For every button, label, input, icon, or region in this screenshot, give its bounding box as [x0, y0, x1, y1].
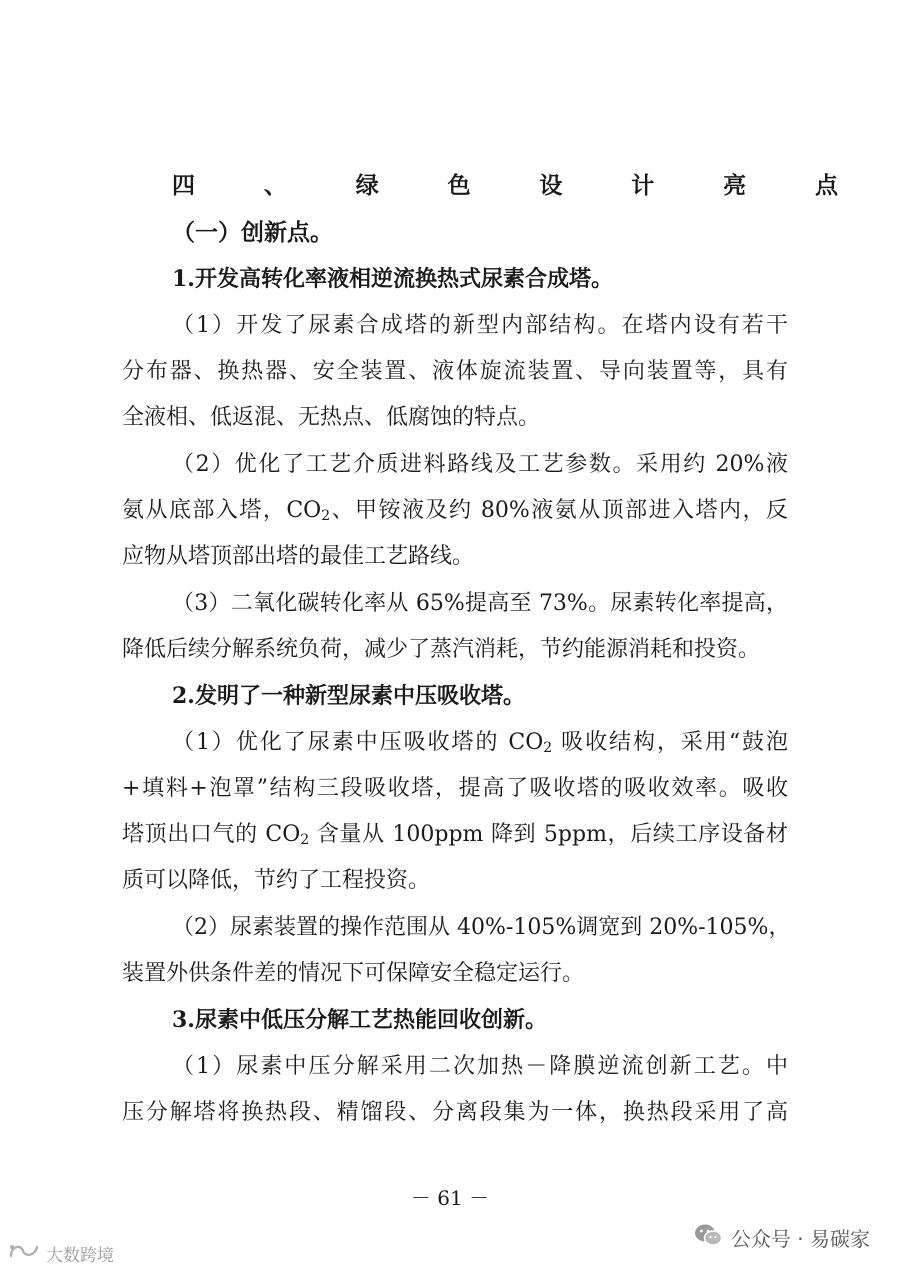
co2-formula: [265, 822, 309, 847]
watermark-left-text: 大数跨境: [46, 1245, 114, 1266]
item2-p1-line4: 质可以降低，节约了工程投资。: [122, 868, 431, 893]
item3-title: 3.尿素中低压分解工艺热能回收创新。: [172, 1007, 547, 1033]
wechat-icon: [693, 1222, 723, 1253]
text-fragment: 含量从 100ppm 降到 5ppm，后续工序设备材: [309, 822, 788, 847]
co2-base: CO: [286, 498, 322, 523]
item1-p2-line1: （2）优化了工艺介质进料路线及工艺参数。采用约 20%液: [172, 452, 788, 477]
item2-title: 2.发明了一种新型尿素中压吸收塔。: [172, 683, 525, 709]
co2-formula: [286, 498, 330, 523]
item3-p1-line2: 压分解塔将换热段、精馏段、分离段集为一体，换热段采用了高: [122, 1100, 788, 1125]
co2-subscript: 2: [543, 740, 553, 756]
item2-p2-line2: 装置外供条件差的情况下可保障安全稳定运行。: [122, 961, 585, 986]
item1-title: 1.开发高转化率液相逆流换热式尿素合成塔。: [172, 266, 613, 292]
watermark-right: [693, 1222, 870, 1252]
co2-base: CO: [265, 822, 301, 847]
co2-subscript: 2: [300, 832, 310, 848]
text-fragment: 氨从底部入塔，: [122, 498, 287, 523]
text-fragment: 吸收结构，采用“鼓泡: [552, 730, 788, 755]
item1-p1-line1: （1）开发了尿素合成塔的新型内部结构。在塔内设有若干: [172, 313, 788, 338]
brand-logo-icon: [8, 1241, 40, 1266]
item1-p2-line3: 应物从塔顶部出塔的最佳工艺路线。: [122, 544, 475, 569]
text-fragment: 塔顶出口气的: [122, 822, 266, 847]
item1-p3-line2: 降低后续分解系统负荷，减少了蒸汽消耗，节约能源消耗和投资。: [122, 637, 761, 662]
subsection-title: （一）创新点。: [172, 219, 333, 246]
text-fragment: 、甲铵液及约 80%液氨从顶部进入塔内，反: [330, 498, 788, 523]
item1-p2-line2: [122, 495, 788, 527]
co2-formula: [508, 730, 552, 755]
section-title: 四、绿色设计亮点: [172, 172, 838, 199]
page-number: － 61 －: [410, 1186, 490, 1210]
watermark-left: [8, 1241, 114, 1265]
co2-subscript: 2: [321, 508, 331, 524]
item1-p3-line1: （3）二氧化碳转化率从 65%提高至 73%。尿素转化率提高，: [172, 591, 788, 616]
item1-p1-line2: 分布器、换热器、安全装置、液体旋流装置、导向装置等，具有: [122, 359, 788, 384]
co2-base: CO: [508, 730, 544, 755]
item2-p1-line3: [122, 819, 788, 851]
watermark-right-text: 公众号 · 易碳家: [730, 1226, 870, 1251]
item2-p1-line2: +填料+泡罩”结构三段吸收塔，提高了吸收塔的吸收效率。吸收: [122, 776, 788, 801]
item1-p1-line3: 全液相、低返混、无热点、低腐蚀的特点。: [122, 405, 541, 430]
item2-p2-line1: （2）尿素装置的操作范围从 40%-105%调宽到 20%-105%，: [172, 915, 791, 940]
item3-p1-line1: （1）尿素中压分解采用二次加热－降膜逆流创新工艺。中: [172, 1054, 788, 1079]
item2-p1-line1: [172, 727, 788, 759]
text-fragment: （1）优化了尿素中压吸收塔的: [172, 730, 509, 755]
